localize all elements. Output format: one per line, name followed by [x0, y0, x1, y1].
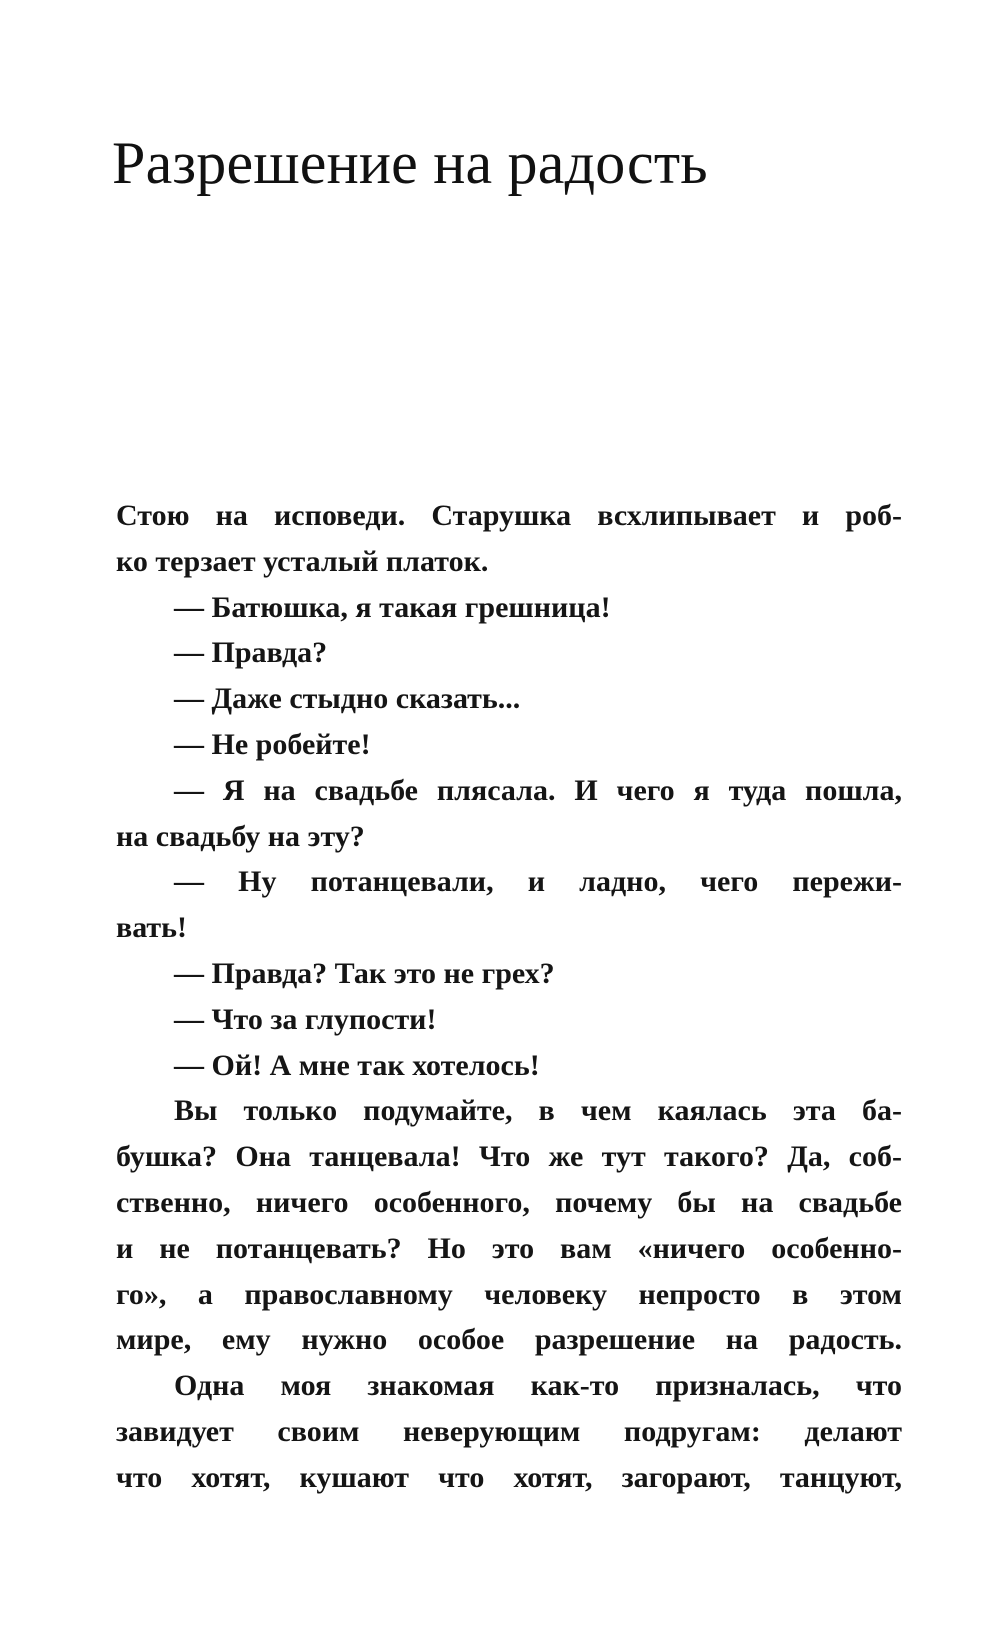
dialogue-line: — Ой! А мне так хотелось! [174, 1048, 540, 1082]
dialogue-line: — Ну потанцевали, и ладно, чего пережи- [174, 865, 902, 899]
paragraph-line: Одна моя знакомая как-то призналась, что [174, 1369, 902, 1403]
text-line: на свадьбу на эту? [116, 819, 365, 853]
text-line: го», а православному человеку непросто в этом [116, 1277, 902, 1311]
text-line: ственно, ничего особенного, почему бы на свадьбе [116, 1185, 902, 1219]
text-line: завидует своим неверующим подругам: делают [116, 1414, 902, 1448]
body-text [116, 493, 902, 1501]
dialogue-line: — Я на свадьбе плясала. И чего я туда пошла, [174, 773, 902, 807]
text-line: Стою на исповеди. Старушка всхлипывает и роб- [116, 499, 902, 532]
text-line: и не потанцевать? Но это вам «ничего особенно- [116, 1231, 902, 1265]
paragraph-line: Вы только подумайте, в чем каялась эта ба- [174, 1094, 902, 1128]
dialogue-line: — Правда? [174, 636, 328, 670]
text-line: мире, ему нужно особое разрешение на радость. [116, 1323, 902, 1357]
text-line: бушка? Она танцевала! Что же тут такого? Да, соб- [116, 1140, 902, 1174]
dialogue-line: — Что за глупости! [174, 1002, 437, 1036]
dialogue-line: — Батюшка, я такая грешница! [174, 590, 611, 624]
dialogue-line: — Правда? Так это не грех? [174, 956, 555, 990]
text-line: вать! [116, 911, 188, 945]
dialogue-line: — Не робейте! [174, 727, 371, 761]
text-line: что хотят, кушают что хотят, загорают, танцуют, [116, 1460, 902, 1494]
dialogue-line: — Даже стыдно сказать... [174, 682, 521, 716]
text-line: ко терзает усталый платок. [116, 544, 489, 578]
chapter-title: Разрешение на радость [112, 130, 708, 196]
